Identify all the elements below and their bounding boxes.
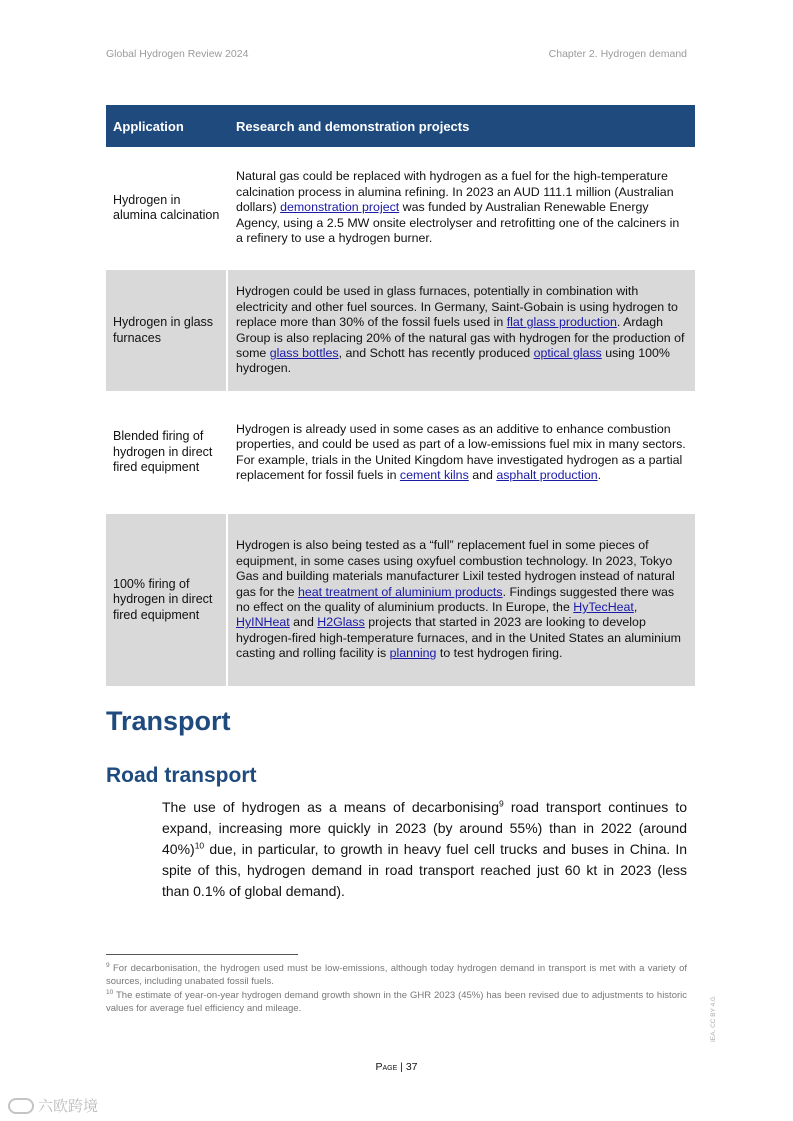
project-text: Hydrogen could be used in glass furnaces, potentially in combination with electricity and other fuel sources. In Germany, Saint-Gobain is using hydrogen to replace more than 30% of the fossil fuels used in <box>236 284 678 330</box>
project-text: to test hydrogen firing. <box>436 646 563 661</box>
footnote <box>106 962 687 988</box>
project-text: . Findings suggested there was no effect on the quality of aluminium products. In Europe, the <box>236 584 675 614</box>
running-header-chapter: Chapter 2. Hydrogen demand <box>548 48 687 60</box>
footnote-text: The estimate of year-on-year hydrogen demand growth shown in the GHR 2023 (45%) has been revised due to adjustments to historic values for average fuel efficiency and mileage. <box>106 990 687 1014</box>
footnote-divider <box>106 954 298 955</box>
project-link[interactable]: HyTecHeat <box>573 600 634 614</box>
project-text: was funded by Australian Renewable Energy Agency, using a 2.5 MW onsite electrolyser and retrofitting one of the calciners in a refinery to use a hydrogen burner. <box>236 200 680 246</box>
project-text: , and Schott has recently produced <box>338 345 534 360</box>
project-link[interactable]: planning <box>389 646 437 661</box>
footnote-ref[interactable]: 9 <box>499 798 504 809</box>
projects-cell <box>228 284 695 376</box>
watermark-logo-icon <box>8 1098 34 1114</box>
project-text: . Ardagh Group is also replacing 20% of the natural gas with hydrogen for the production of some <box>236 315 685 360</box>
project-text: , <box>633 600 638 614</box>
project-text: Hydrogen is already used in some cases as an additive to enhance combustion properties, and could be used as part of a low-emissions fuel mix in many sectors. For example, trials in the United Kingdom have investigated hydrogen as a partial replacement for fossil fuels in <box>236 421 686 482</box>
project-text: projects that started in 2023 are looking to develop hydrogen-fired high-temperature furnaces, and in the United States an aluminium casting and rolling facility is <box>236 615 681 661</box>
footnote-number: 10 <box>106 988 114 996</box>
watermark-text: 六欧跨境 <box>38 1098 99 1115</box>
project-link[interactable]: cement kilns <box>399 467 469 482</box>
body-text: The use of hydrogen as a means of decarbonising <box>162 799 499 815</box>
license-note: IEA. CC BY 4.0. <box>710 995 717 1042</box>
project-link[interactable]: HyINHeat <box>236 615 290 630</box>
table-row <box>106 392 695 514</box>
application-cell: Hydrogen in alumina calcination <box>113 192 220 222</box>
project-text: and <box>468 467 497 482</box>
project-link[interactable]: H2Glass <box>317 615 365 630</box>
project-text: and <box>289 615 318 630</box>
project-link[interactable]: flat glass production <box>506 315 617 330</box>
section-title: Transport <box>106 706 231 736</box>
header-projects: Research and demonstration projects <box>236 118 470 134</box>
project-text: Hydrogen is also being tested as a “full” replacement fuel in some pieces of equipment, in some cases using oxyfuel combustion technology. In 2023, Tokyo Gas and building materials manufacturer Lixil tested hydrogen instead of natural gas for the <box>236 538 675 599</box>
page-separator: | <box>397 1061 406 1073</box>
project-text: Natural gas could be replaced with hydrogen as a fuel for the high-temperature calcination process in alumina refining. In 2023 an AUD 111.1 million (Australian dollars) <box>236 169 674 215</box>
header-application: Application <box>113 118 184 134</box>
page-value: 37 <box>405 1061 418 1073</box>
project-text: using 100% hydrogen. <box>236 345 670 376</box>
project-link[interactable]: glass bottles <box>269 345 339 360</box>
page-number <box>0 1061 793 1073</box>
page-label: Page <box>375 1061 398 1073</box>
application-cell: Hydrogen in glass furnaces <box>106 270 228 391</box>
table-row <box>106 270 695 392</box>
footnote-text: For decarbonisation, the hydrogen used must be low-emissions, although today hydrogen demand in transport is met with a variety of sources, including unabated fossil fuels. <box>106 963 687 987</box>
project-link[interactable]: asphalt production <box>496 467 598 482</box>
subsection-title: Road transport <box>106 764 257 787</box>
applications-table <box>106 105 695 687</box>
project-link[interactable]: demonstration project <box>280 200 400 215</box>
projects-cell <box>228 422 695 484</box>
footnote-number: 9 <box>106 961 110 969</box>
footnote <box>106 989 687 1015</box>
footnote-ref[interactable]: 10 <box>194 840 205 851</box>
project-link[interactable]: heat treatment of aluminium products <box>298 584 503 599</box>
table-row <box>106 147 695 270</box>
projects-cell <box>228 538 695 661</box>
application-cell: Blended firing of hydrogen in direct fired equipment <box>113 429 213 475</box>
body-text: due, in particular, to growth in heavy fuel cell trucks and buses in China. In spite of this, hydrogen demand in road transport reached just 60 kt in 2023 (less than 0.1% of global demand). <box>162 841 687 899</box>
project-link[interactable]: optical glass <box>533 345 602 360</box>
body-paragraph <box>162 797 687 902</box>
table-row <box>106 514 695 687</box>
projects-cell <box>228 169 695 246</box>
application-cell: 100% firing of hydrogen in direct fired equipment <box>106 514 228 686</box>
project-text: . <box>597 467 602 482</box>
table-header <box>106 105 695 147</box>
body-text: road transport continues to expand, increasing more quickly in 2023 (by around 55%) than in 2022 (around 40%) <box>162 799 688 857</box>
running-header-title: Global Hydrogen Review 2024 <box>106 48 249 60</box>
watermark <box>8 1095 98 1116</box>
